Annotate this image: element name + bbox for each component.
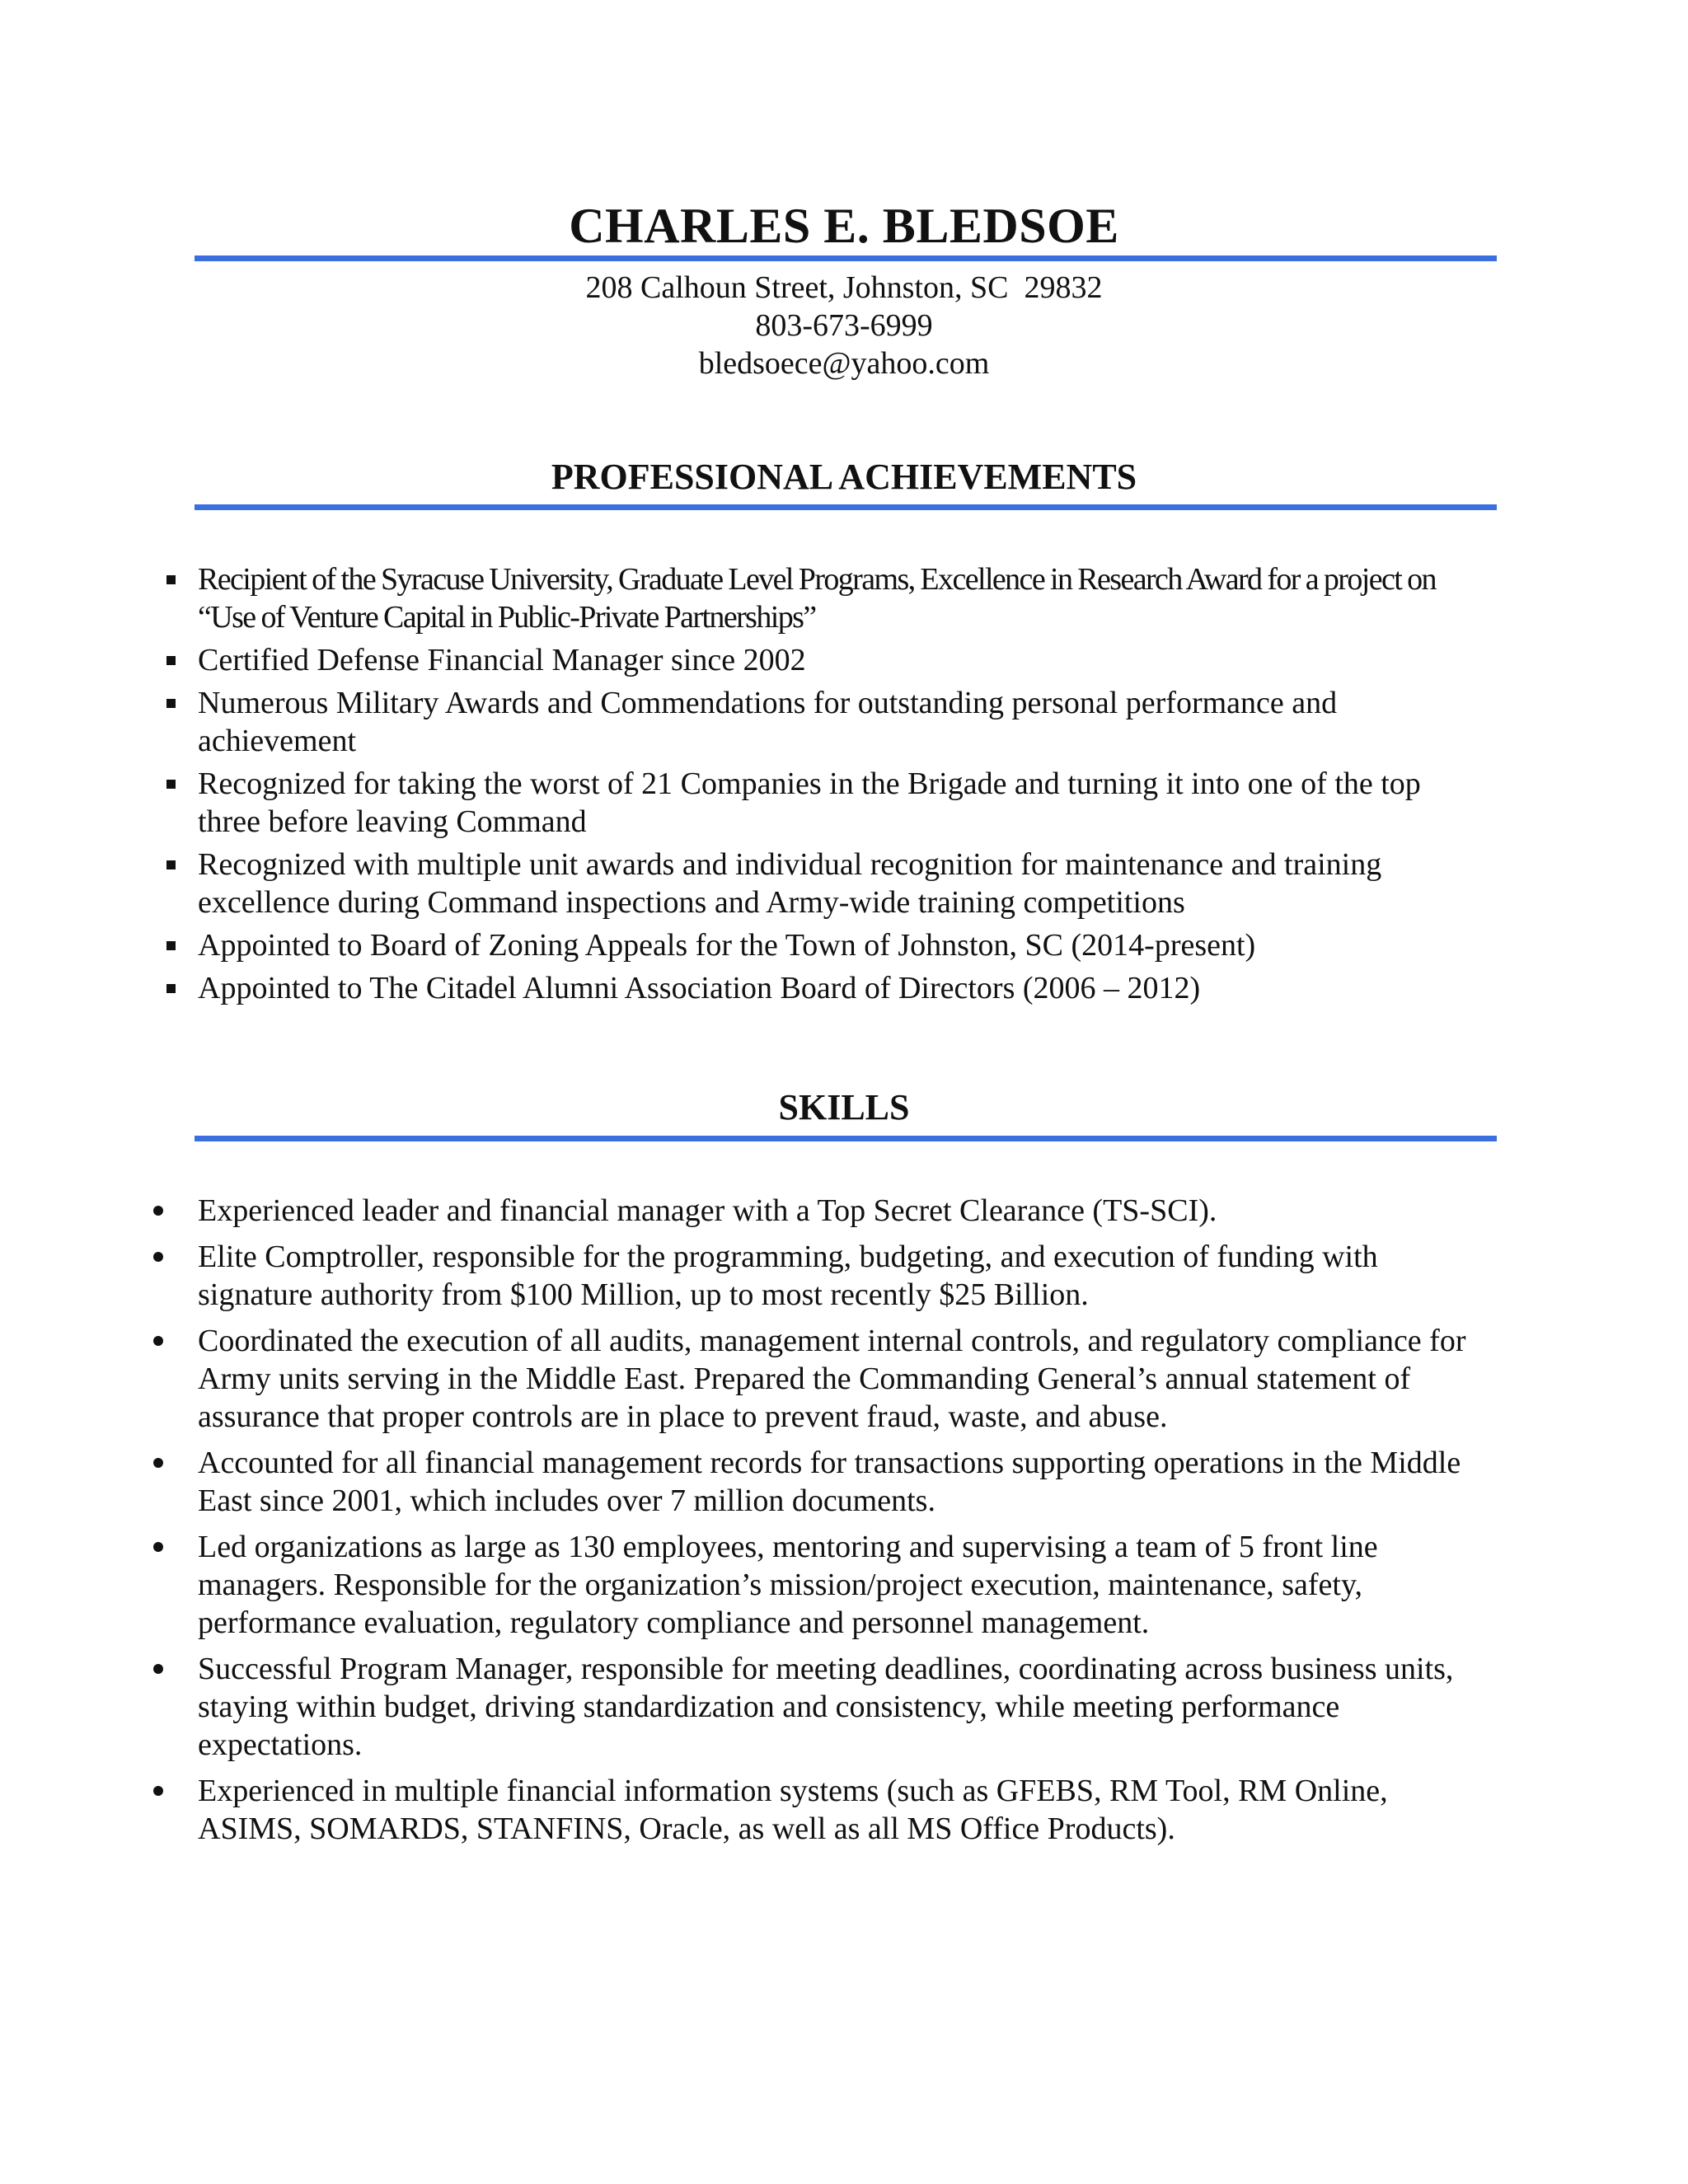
email: bledsoece@yahoo.com [698,346,990,381]
list-item: Experienced in multiple financial information systems (such as GFEBS, RM Tool, RM Online, ASIMS, SOMARDS, STANFINS, Oracle, as well as all MS Office Products). [0,1772,1484,1848]
achievements-list [0,560,1484,1012]
list-item: Appointed to Board of Zoning Appeals for the Town of Johnston, SC (2014-present) [0,926,1484,964]
header-rule [195,255,1497,261]
address: 208 Calhoun Street, Johnston, SC 29832 [585,270,1103,305]
round-bullet-icon [153,1336,163,1346]
achievements-rule [195,504,1497,510]
list-item: Appointed to The Citadel Alumni Association Board of Directors (2006 – 2012) [0,969,1484,1007]
list-item: Numerous Military Awards and Commendations for outstanding personal performance and achievement [0,684,1484,760]
square-bullet-icon [166,699,176,708]
list-item: Recognized for taking the worst of 21 Companies in the Brigade and turning it into one of the top three before leaving Command [0,765,1484,841]
square-bullet-icon [166,575,176,584]
square-bullet-icon [166,656,176,665]
list-item: Coordinated the execution of all audits, management internal controls, and regulatory compliance for Army units serving in the Middle East. Prepared the Commanding General’s annual statement of assurance that proper controls are in place to prevent fraud, waste, and abuse. [0,1322,1484,1436]
list-item: Certified Defense Financial Manager since 2002 [0,641,1484,679]
list-item: Accounted for all financial management records for transactions supporting operations in the Middle East since 2001, which includes over 7 million documents. [0,1444,1484,1520]
list-item: Recipient of the Syracuse University, Graduate Level Programs, Excellence in Research Award for a project on “Use of Venture Capital in Public-Private Partnerships” [0,560,1484,636]
list-item: Successful Program Manager, responsible for meeting deadlines, coordinating across business units, staying within budget, driving standardization and consistency, while meeting performance expectations. [0,1650,1484,1764]
contact-block [0,269,1688,382]
skills-list [0,1192,1484,1856]
list-item: Led organizations as large as 130 employees, mentoring and supervising a team of 5 front line managers. Responsible for the organization’s mission/project execution, maintenance, safety, performance evaluation, regulatory compliance and personnel management. [0,1528,1484,1642]
list-item: Elite Comptroller, responsible for the programming, budgeting, and execution of funding with signature authority from $100 Million, up to most recently $25 Billion. [0,1238,1484,1314]
square-bullet-icon [166,984,176,993]
section-title-achievements: PROFESSIONAL ACHIEVEMENTS [551,457,1137,497]
round-bullet-icon [153,1252,163,1262]
list-item: Recognized with multiple unit awards and individual recognition for maintenance and training excellence during Command inspections and Army-wide training competitions [0,846,1484,921]
round-bullet-icon [153,1542,163,1552]
list-item: Experienced leader and financial manager with a Top Secret Clearance (TS-SCI). [0,1192,1484,1230]
skills-rule [195,1136,1497,1141]
square-bullet-icon [166,860,176,869]
round-bullet-icon [153,1786,163,1796]
section-title-skills: SKILLS [778,1087,910,1127]
round-bullet-icon [153,1458,163,1468]
square-bullet-icon [166,780,176,789]
phone: 803-673-6999 [755,308,933,343]
round-bullet-icon [153,1206,163,1216]
round-bullet-icon [153,1664,163,1674]
candidate-name: CHARLES E. BLEDSOE [569,199,1119,253]
square-bullet-icon [166,941,176,950]
